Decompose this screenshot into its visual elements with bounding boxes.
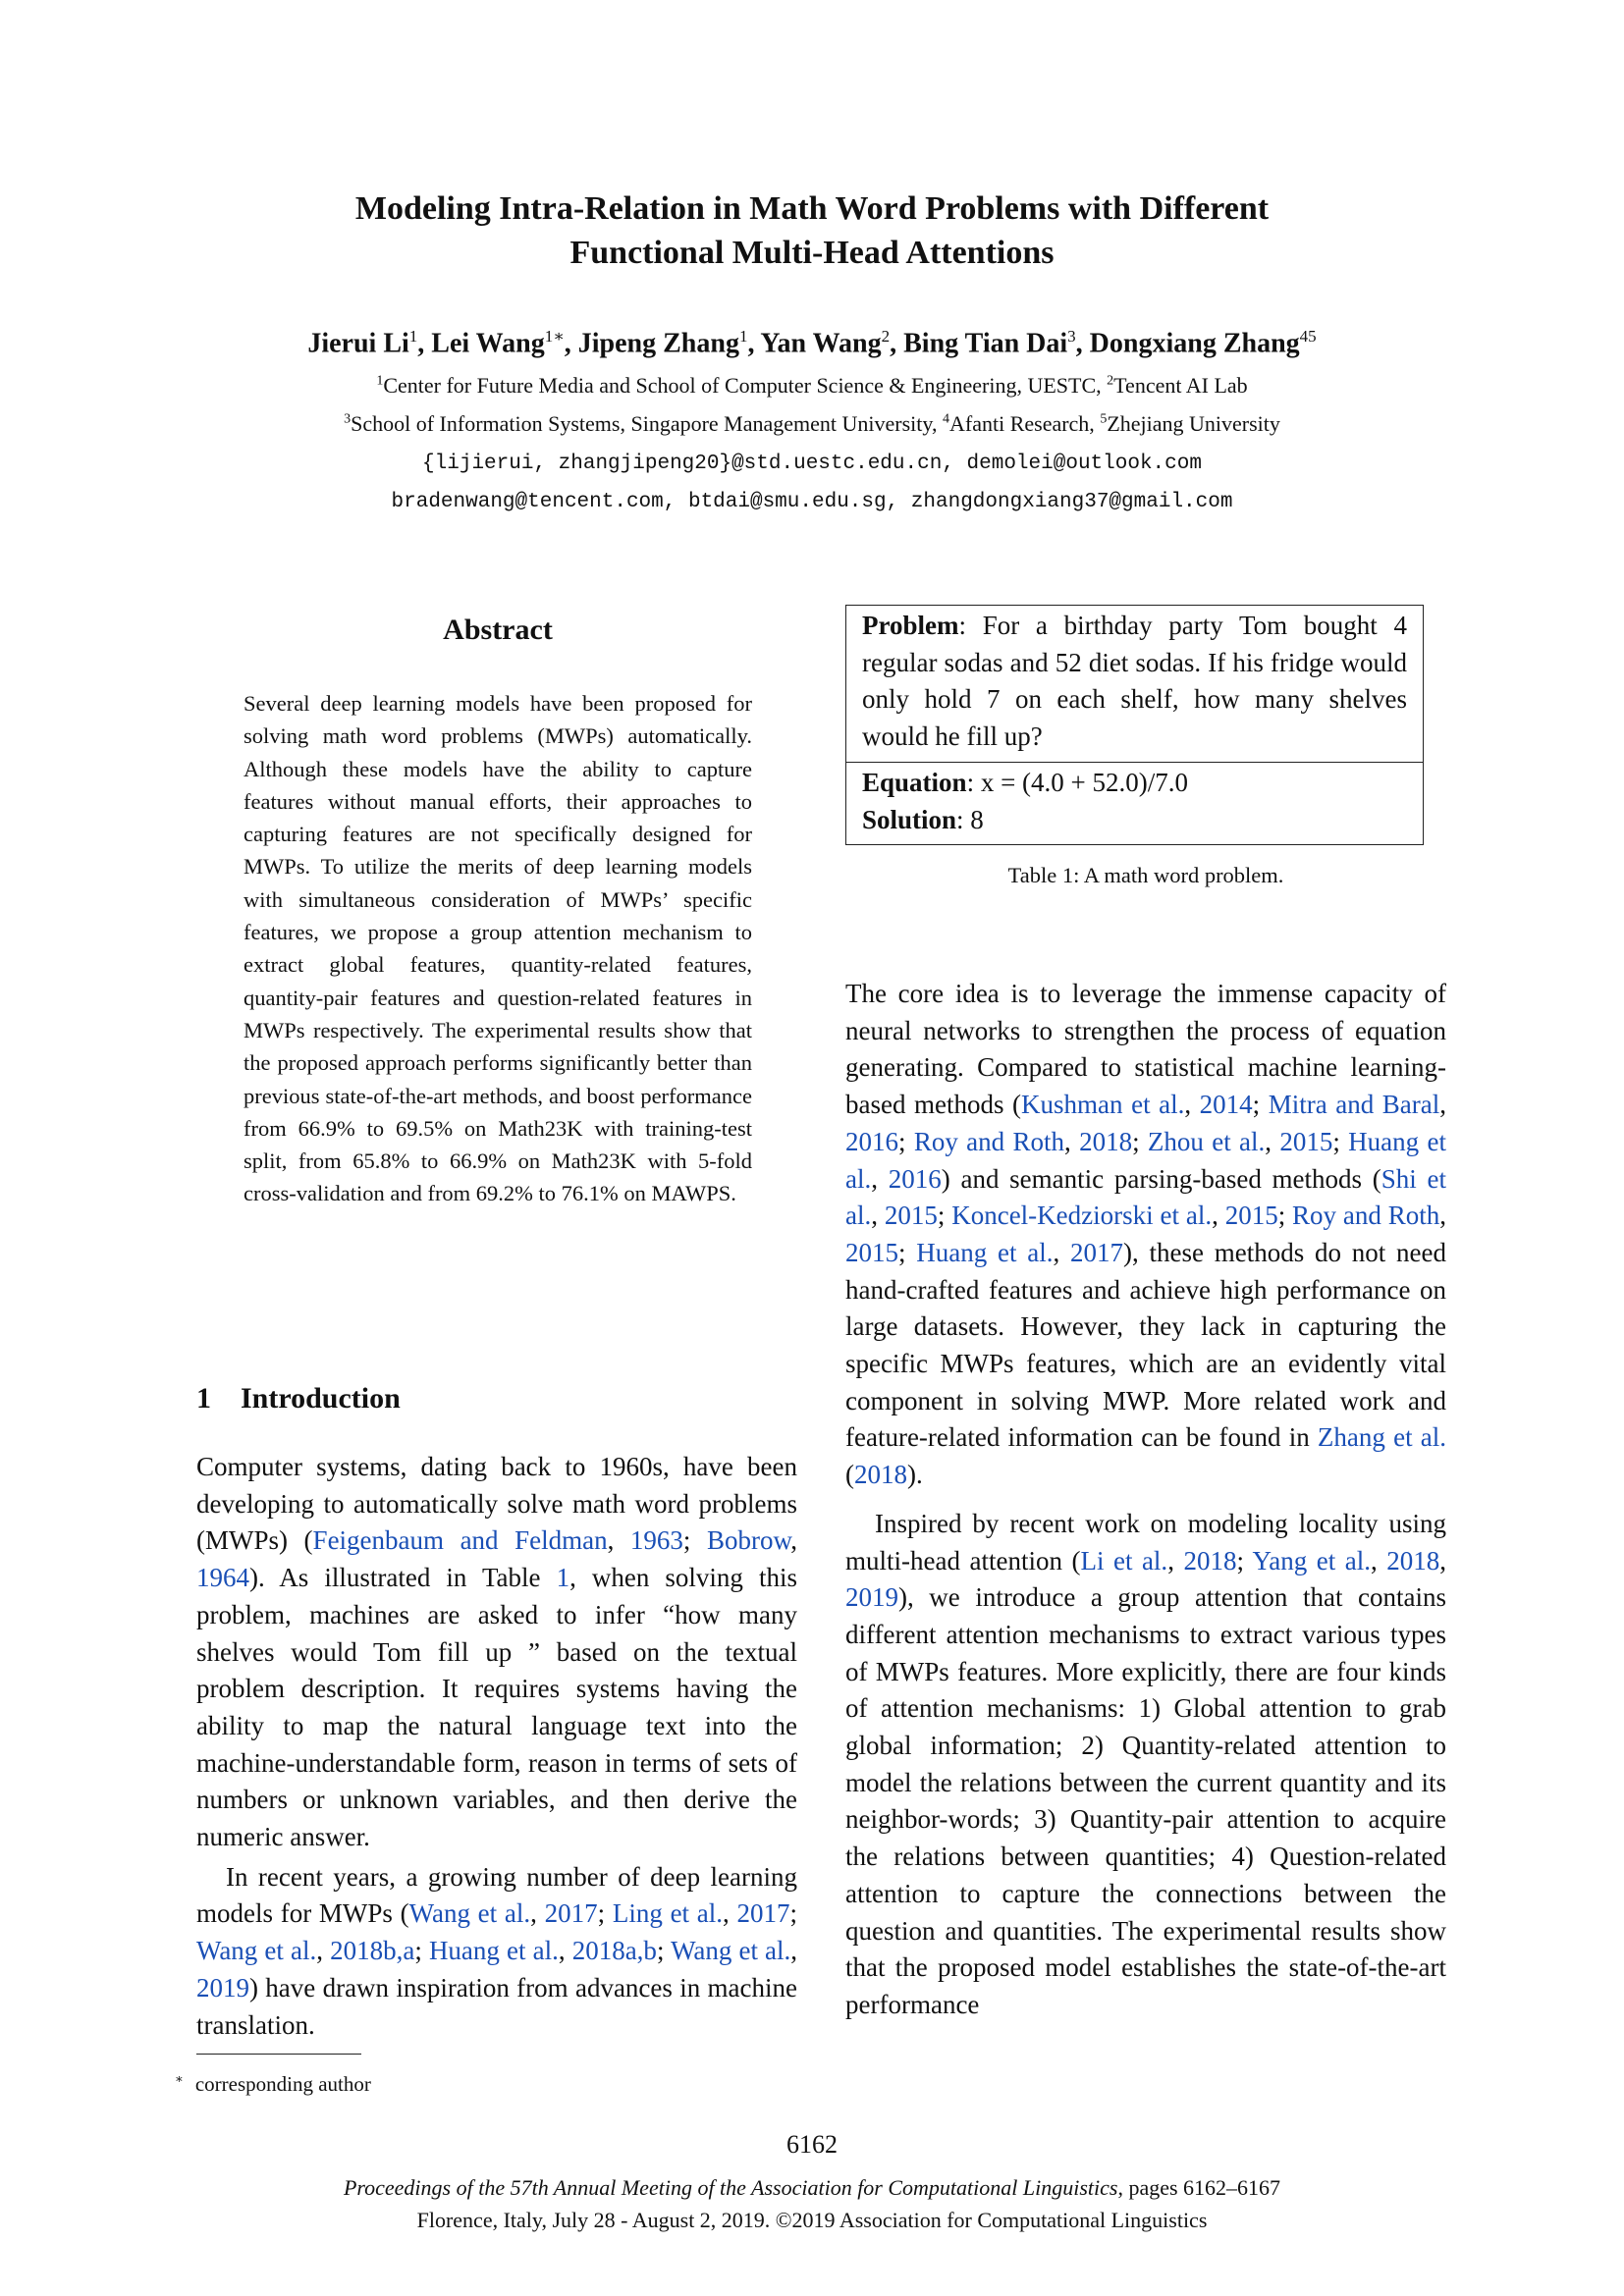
body-text: ; (1332, 1126, 1349, 1156)
citation-link[interactable]: 2014 (1199, 1090, 1253, 1120)
body-text: The core idea is to leverage the immense capacity of neural networks to strengthen the process of equation generating. Compared to statistical machine learning-based methods ( (845, 979, 1446, 1120)
footnote-text: corresponding author (194, 2072, 371, 2096)
citation-link[interactable]: Zhou et al. (1147, 1126, 1266, 1156)
problem-label: Problem (862, 611, 959, 640)
body-text: , (1439, 1545, 1447, 1575)
solution-line (862, 802, 1407, 839)
right-column-body (845, 976, 1446, 2024)
citation-link[interactable]: 2017 (544, 1898, 598, 1929)
citation-link[interactable]: 2018 (1079, 1126, 1133, 1156)
body-text: , (1439, 1090, 1446, 1120)
table-reference-link[interactable]: 1 (556, 1563, 570, 1593)
body-text: , (1184, 1090, 1200, 1120)
citation-link[interactable]: 1963 (629, 1525, 683, 1556)
affiliation-text: Afanti Research, (948, 411, 1095, 436)
citation-link[interactable]: Huang et al. (428, 1936, 559, 1966)
body-text: ) and semantic parsing-based methods ( (941, 1163, 1381, 1194)
author-affiliation-mark: 3 (1067, 327, 1076, 346)
affiliation-mark: 3 (344, 411, 352, 427)
body-text: , (530, 1898, 545, 1929)
citation-link[interactable]: 2015 (1279, 1126, 1333, 1156)
citation-link[interactable]: 2018 (1183, 1545, 1237, 1575)
citation-link[interactable]: Wang et al. (196, 1936, 317, 1966)
citation-link[interactable]: Huang et al. (845, 1126, 1446, 1194)
section-number: 1 (196, 1382, 211, 1415)
body-text: , (723, 1898, 737, 1929)
citation-link[interactable]: 2018b,a (330, 1936, 415, 1966)
author-affiliation-mark: 1∗ (544, 327, 565, 346)
body-text: ; (898, 1126, 914, 1156)
paper-title (157, 187, 1467, 275)
body-text: , (558, 1936, 572, 1966)
citation-link[interactable]: Yang et al. (1252, 1545, 1371, 1575)
citation-link[interactable]: 2016 (845, 1126, 898, 1156)
footnote (175, 2071, 371, 2097)
body-text: ), these methods do not need hand-crafted features and achieve high performance on large datasets. However, they lack in capturing the specific MWPs features, which are an evidently vital component in solving MWP. More related work and feature-related information can be found in (845, 1237, 1446, 1453)
body-text: ; (656, 1936, 672, 1966)
problem-text: : For a birthday party Tom bought 4 regular sodas and 52 diet sodas. If his fridge would only hold 7 on each shelf, how many shelves would he fill up? (862, 611, 1407, 752)
body-text: ; (789, 1898, 798, 1929)
affiliation-line-2 (98, 411, 1526, 437)
body-text: ; (1132, 1126, 1148, 1156)
author-name: Jierui Li (307, 328, 409, 359)
body-text: , (871, 1163, 889, 1194)
body-text: ), we introduce a group attention that contains different attention mechanisms to extract various types of MWPs features. More explicitly, there are four kinds of attention mechanisms: 1) Global attention to grab global information; 2) Quantity-related attention to model the relations between the current quantity and its neighbor-words; 3) Quantity-pair attention to acquire the relations between quantities; 4) Question-related attention to capture the connections between the question and quantities. The experimental results show that the proposed model establishes the state-of-the-art performance (845, 1582, 1446, 2019)
body-text: ; (898, 1237, 917, 1267)
footnote-rule (196, 2054, 361, 2055)
section-title: Introduction (241, 1382, 401, 1415)
body-text: In recent years, a growing number of deep learning models for MWPs ( (196, 1861, 797, 1929)
body-text: , (1265, 1126, 1280, 1156)
right-paragraph-1 (845, 976, 1446, 1494)
author-name: Bing Tian Dai (903, 328, 1068, 359)
citation-link[interactable]: 2015 (1224, 1201, 1278, 1231)
abstract-text: Several deep learning models have been proposed for solving math word problems (MWPs) automatically. Although these models have the ability to capture features without manual efforts, their approaches to capturing features are not specifically designed for MWPs. To utilize the merits of deep learning models with simultaneous consideration of MWPs’ specific features, we propose a group attention mechanism to extract global features, quantity-related features, quantity-pair features and question-related features in MWPs respectively. The experimental results show that the proposed approach performs significantly better than previous state-of-the-art methods, and boost performance from 66.9% to 69.5% on Math23K with training-test split, from 65.8% to 66.9% on Math23K with 5-fold cross-validation and from 69.2% to 76.1% on MAWPS. (244, 691, 752, 1206)
citation-link[interactable]: Roy and Roth (1292, 1201, 1440, 1231)
citation-link[interactable]: Koncel-Kedziorski et al. (951, 1201, 1213, 1231)
problem-row (846, 606, 1423, 762)
citation-link[interactable]: 2018a,b (571, 1936, 657, 1966)
right-paragraph-2 (845, 1506, 1446, 2024)
proceedings-line-2: Florence, Italy, July 28 - August 2, 2019. ©2019 Association for Computational Linguistics (416, 2208, 1208, 2232)
body-text: , (790, 1936, 798, 1966)
body-text: ( (845, 1460, 854, 1490)
author-name: Jipeng Zhang (577, 328, 739, 359)
introduction-heading (196, 1382, 401, 1415)
body-text: , when solving this problem, machines are asked to infer “how many shelves would Tom fill up ” based on the textual problem description. It requires systems having the ability to map the natural language text into the machine-understandable form, reason in terms of sets of numbers or unknown variables, and then derive the numeric answer. (196, 1563, 797, 1852)
body-text: ; (1277, 1201, 1293, 1231)
body-text: ; (1236, 1545, 1253, 1575)
table-1-math-word-problem (845, 605, 1424, 845)
solution-label: Solution (862, 804, 957, 834)
affiliation-text: Tencent AI Lab (1113, 373, 1248, 398)
citation-link[interactable]: Wang et al. (671, 1936, 791, 1966)
affiliation-mark: 2 (1107, 373, 1114, 389)
body-text: , (1167, 1545, 1184, 1575)
body-text: ) have drawn inspiration from advances in machine translation. (196, 1972, 797, 2040)
author-list: Jierui Li$^1$, Lei Wang$^{1∗}$, Jipeng Zhang$^1$, Yan Wang$^2$, Bing Tian Dai$^3$, Dongxiang Zhang$^{45}$ (307, 327, 1317, 359)
table-1-caption: Table 1: A math word problem. (1007, 863, 1284, 887)
citation-link[interactable]: Roy and Roth (913, 1126, 1064, 1156)
title-line-2: Functional Multi-Head Attentions (569, 235, 1055, 271)
citation-link[interactable]: Zhang et al. (1317, 1422, 1446, 1453)
citation-link[interactable]: Bobrow (706, 1525, 791, 1556)
author-affiliation-mark: 1 (738, 327, 748, 346)
email-line-2: bradenwang@tencent.com, btdai@smu.edu.sg, zhangdongxiang37@gmail.com (391, 491, 1233, 513)
affiliation-line-1 (98, 373, 1526, 399)
affiliation-mark: 4 (942, 411, 949, 427)
citation-link[interactable]: 2019 (845, 1582, 898, 1613)
body-text: ; (682, 1525, 707, 1556)
citation-link[interactable]: 2015 (884, 1201, 938, 1231)
equation-text: : x = (4.0 + 52.0)/7.0 (966, 767, 1189, 797)
proceedings-line-1 (0, 2175, 1624, 2201)
body-text: Inspired by recent work on modeling locality using multi-head attention ( (845, 1508, 1446, 1575)
proceedings-venue: Proceedings of the 57th Annual Meeting of the Association for Computational Linguistics (343, 2175, 1118, 2200)
citation-link[interactable]: Feigenbaum and Feldman (312, 1525, 608, 1556)
citation-link[interactable]: Li et al. (1080, 1545, 1168, 1575)
body-text: ; (937, 1201, 952, 1231)
citation-link[interactable]: 2015 (845, 1237, 898, 1267)
title-line-1: Modeling Intra-Relation in Math Word Problems with Different (354, 190, 1270, 227)
citation-link[interactable]: 2016 (888, 1163, 942, 1194)
citation-link[interactable]: 2018 (854, 1460, 907, 1490)
solution-text: : 8 (956, 804, 984, 834)
body-text: , (316, 1936, 331, 1966)
author-name: Lei Wang (431, 328, 545, 359)
body-text: , (1439, 1201, 1446, 1231)
author-affiliation-mark: 2 (881, 327, 891, 346)
abstract-heading: Abstract (443, 614, 553, 646)
body-text: , (607, 1525, 630, 1556)
citation-link[interactable]: 2017 (736, 1898, 790, 1929)
body-text: ). As illustrated in Table (249, 1563, 557, 1593)
body-text: ; (414, 1936, 429, 1966)
citation-link[interactable]: 2017 (1070, 1237, 1124, 1267)
proceedings-pages: , pages 6162–6167 (1117, 2175, 1281, 2200)
body-text: , (790, 1525, 797, 1556)
body-text: ; (597, 1898, 613, 1929)
citation-link[interactable]: Shi et al. (845, 1163, 1446, 1231)
affiliation-text: Center for Future Media and School of Computer Science & Engineering, UESTC, (383, 373, 1102, 398)
body-text: , (1371, 1545, 1387, 1575)
equation-label: Equation (862, 767, 967, 797)
body-text: , (1053, 1237, 1071, 1267)
author-name: Yan Wang (760, 328, 882, 359)
intro-paragraph-1 (196, 1449, 797, 1856)
citation-link[interactable]: Wang et al. (408, 1898, 531, 1929)
citation-link[interactable]: Mitra and Baral (1268, 1090, 1440, 1120)
body-text: Computer systems, dating back to 1960s, have been developing to automatically solve math word problems (MWPs) ( (196, 1452, 797, 1556)
introduction-body (196, 1449, 797, 2044)
email-line-1: {lijierui, zhangjipeng20}@std.uestc.edu.cn, demolei@outlook.com (422, 453, 1202, 475)
body-text: , (1212, 1201, 1225, 1231)
body-text: ). (907, 1460, 923, 1490)
affiliation-text: Zhejiang University (1107, 411, 1280, 436)
citation-link[interactable]: Ling et al. (612, 1898, 724, 1929)
body-text: , (1063, 1126, 1080, 1156)
citation-link[interactable]: Kushman et al. (1021, 1090, 1185, 1120)
affiliation-mark: 1 (376, 373, 384, 389)
affiliation-mark: 5 (1100, 411, 1108, 427)
citation-link[interactable]: 2018 (1386, 1545, 1440, 1575)
intro-paragraph-2 (196, 1859, 797, 2045)
affiliation-text: School of Information Systems, Singapore Management University, (351, 411, 938, 436)
equation-solution-row (846, 762, 1423, 844)
author-affiliation-mark: 1 (408, 327, 418, 346)
body-text: ; (1252, 1090, 1269, 1120)
citation-link[interactable]: Huang et al. (916, 1237, 1054, 1267)
citation-link[interactable]: 2019 (196, 1972, 249, 2002)
equation-line (862, 765, 1407, 802)
author-name: Dongxiang Zhang (1089, 328, 1300, 359)
body-text: , (871, 1201, 885, 1231)
citation-link[interactable]: 1964 (196, 1563, 249, 1593)
footnote-mark: ∗ (175, 2071, 184, 2086)
page-number: 6162 (786, 2130, 838, 2159)
author-affiliation-mark: 45 (1299, 327, 1317, 346)
